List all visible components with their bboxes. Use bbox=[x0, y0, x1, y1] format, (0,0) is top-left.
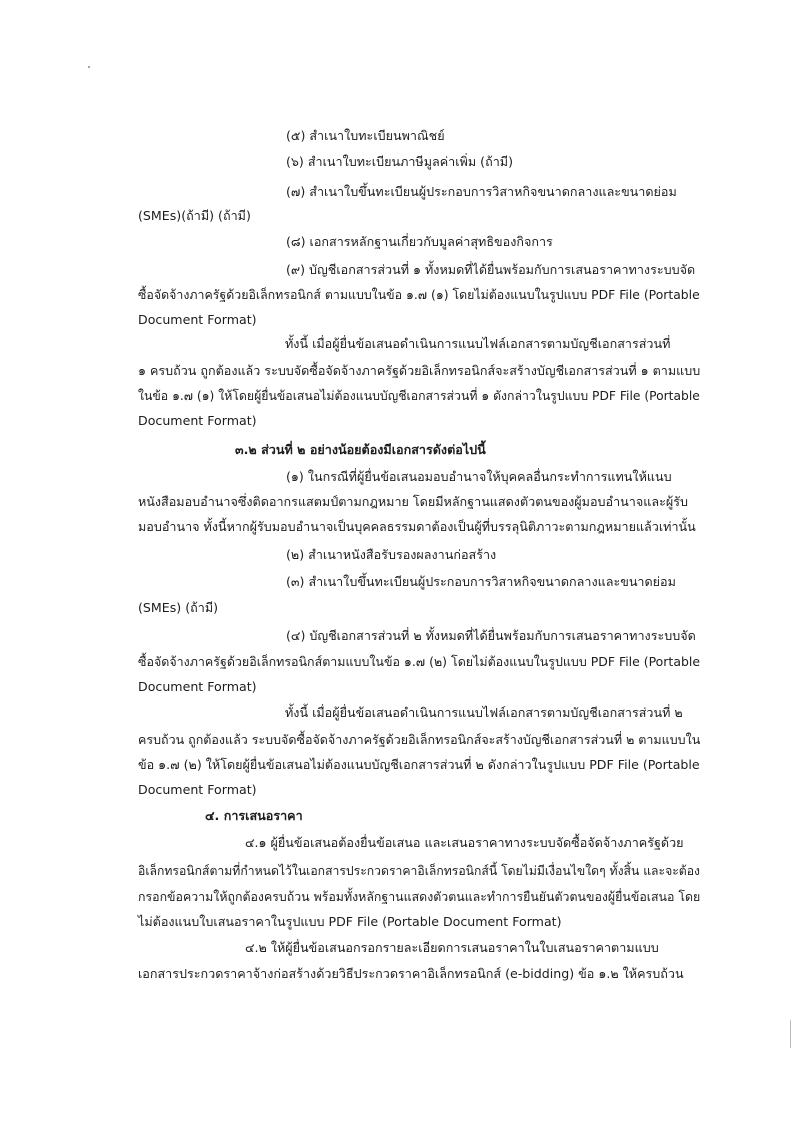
doc-line: Document Format) bbox=[138, 782, 257, 797]
doc-line: (SMEs)(ถ้ามี) (ถ้ามี) bbox=[138, 208, 251, 223]
doc-line: ๔.๑ ผู้ยื่นข้อเสนอต้องยื่นข้อเสนอ และเสนอราคาทางระบบจัดซื้อจัดจ้างภาครัฐด้วย bbox=[245, 835, 684, 850]
doc-line: (๑) ในกรณีที่ผู้ยื่นข้อเสนอมอบอำนาจให้บุคคลอื่นกระทำการแทนให้แนบ bbox=[286, 469, 672, 484]
doc-line: หนังสือมอบอำนาจซึ่งติดอากรแสตมป์ตามกฎหมาย โดยมีหลักฐานแสดงตัวตนของผู้มอบอำนาจและผู้รับ bbox=[138, 494, 688, 509]
doc-line: (๕) สำเนาใบทะเบียนพาณิชย์ bbox=[286, 128, 445, 143]
section-heading: ๔. การเสนอราคา bbox=[205, 808, 303, 823]
doc-line: (๙) บัญชีเอกสารส่วนที่ ๑ ทั้งหมดที่ได้ยื่นพร้อมกับการเสนอราคาทางระบบจัด bbox=[286, 262, 696, 277]
doc-line: Document Format) bbox=[138, 679, 257, 694]
doc-line: ในข้อ ๑.๗ (๑) ให้โดยผู้ยื่นข้อเสนอไม่ต้องแนบบัญชีเอกสารส่วนที่ ๑ ดังกล่าวในรูปแบบ PDF File (Portable bbox=[138, 388, 700, 403]
doc-line: Document Format) bbox=[138, 413, 257, 428]
doc-line: มอบอำนาจ ทั้งนี้หากผู้รับมอบอำนาจเป็นบุคคลธรรมดาต้องเป็นผู้ที่บรรลุนิติภาวะตามกฎหมายแล้วเท่านั้น bbox=[138, 519, 696, 534]
doc-line: (๒) สำเนาหนังสือรับรองผลงานก่อสร้าง bbox=[286, 547, 497, 562]
doc-line: ทั้งนี้ เมื่อผู้ยื่นข้อเสนอดำเนินการแนบไฟล์เอกสารตามบัญชีเอกสารส่วนที่ ๒ bbox=[285, 705, 683, 720]
doc-line: (SMEs) (ถ้ามี) bbox=[138, 600, 219, 615]
doc-line: ๔.๒ ให้ผู้ยื่นข้อเสนอกรอกรายละเอียดการเสนอราคาในใบเสนอราคาตามแบบ bbox=[245, 940, 659, 955]
doc-line: กรอกข้อความให้ถูกต้องครบถ้วน พร้อมทั้งหลักฐานแสดงตัวตนและทำการยืนยันตัวตนของผู้ยื่นข้อเสนอ โดย bbox=[138, 889, 701, 904]
doc-line: (๓) สำเนาใบขึ้นทะเบียนผู้ประกอบการวิสาหกิจขนาดกลางและขนาดย่อม bbox=[286, 574, 676, 589]
doc-line: (๘) เอกสารหลักฐานเกี่ยวกับมูลค่าสุทธิของกิจการ bbox=[286, 234, 553, 249]
section-heading: ๓.๒ ส่วนที่ ๒ อย่างน้อยต้องมีเอกสารดังต่อไปนี้ bbox=[235, 442, 486, 457]
doc-line: ทั้งนี้ เมื่อผู้ยื่นข้อเสนอดำเนินการแนบไฟล์เอกสารตามบัญชีเอกสารส่วนที่ bbox=[285, 336, 671, 351]
doc-line: Document Format) bbox=[138, 312, 257, 327]
doc-line: ข้อ ๑.๗ (๒) ให้โดยผู้ยื่นข้อเสนอไม่ต้องแนบบัญชีเอกสารส่วนที่ ๒ ดังกล่าวในรูปแบบ PDF File (Portable bbox=[138, 757, 700, 772]
doc-line: ซื้อจัดจ้างภาครัฐด้วยอิเล็กทรอนิกส์ตามแบบในข้อ ๑.๗ (๒) โดยไม่ต้องแนบในรูปแบบ PDF File (Portable bbox=[138, 654, 700, 669]
doc-line: ไม่ต้องแนบใบเสนอราคาในรูปแบบ PDF File (Portable Document Format) bbox=[138, 914, 562, 929]
doc-line: (๗) สำเนาใบขึ้นทะเบียนผู้ประกอบการวิสาหกิจขนาดกลางและขนาดย่อม bbox=[286, 184, 677, 199]
doc-line: ๑ ครบถ้วน ถูกต้องแล้ว ระบบจัดซื้อจัดจ้างภาครัฐด้วยอิเล็กทรอนิกส์จะสร้างบัญชีเอกสารส่วนที่ ๑ ตามแบบ bbox=[138, 363, 701, 378]
doc-line: ครบถ้วน ถูกต้องแล้ว ระบบจัดซื้อจัดจ้างภาครัฐด้วยอิเล็กทรอนิกส์จะสร้างบัญชีเอกสารส่วนที่ ๒ ตามแบบใน bbox=[138, 732, 701, 747]
doc-line: ซื้อจัดจ้างภาครัฐด้วยอิเล็กทรอนิกส์ ตามแบบในข้อ ๑.๗ (๑) โดยไม่ต้องแนบในรูปแบบ PDF File (Portable bbox=[138, 287, 700, 302]
scan-speck bbox=[88, 66, 90, 68]
doc-line: เอกสารประกวดราคาจ้างก่อสร้างด้วยวิธีประกวดราคาอิเล็กทรอนิกส์ (e-bidding) ข้อ ๑.๒ ให้ครบถ้วน bbox=[138, 966, 684, 981]
doc-line: (๖) สำเนาใบทะเบียนภาษีมูลค่าเพิ่ม (ถ้ามี) bbox=[286, 154, 513, 169]
doc-line: (๔) บัญชีเอกสารส่วนที่ ๒ ทั้งหมดที่ได้ยื่นพร้อมกับการเสนอราคาทางระบบจัด bbox=[286, 628, 696, 643]
scan-edge-mark bbox=[790, 1020, 791, 1048]
doc-line: อิเล็กทรอนิกส์ตามที่กำหนดไว้ในเอกสารประกวดราคาอิเล็กทรอนิกส์นี้ โดยไม่มีเงื่อนไขใดๆ ทั้งสิ้น และจะต้อง bbox=[138, 863, 701, 878]
